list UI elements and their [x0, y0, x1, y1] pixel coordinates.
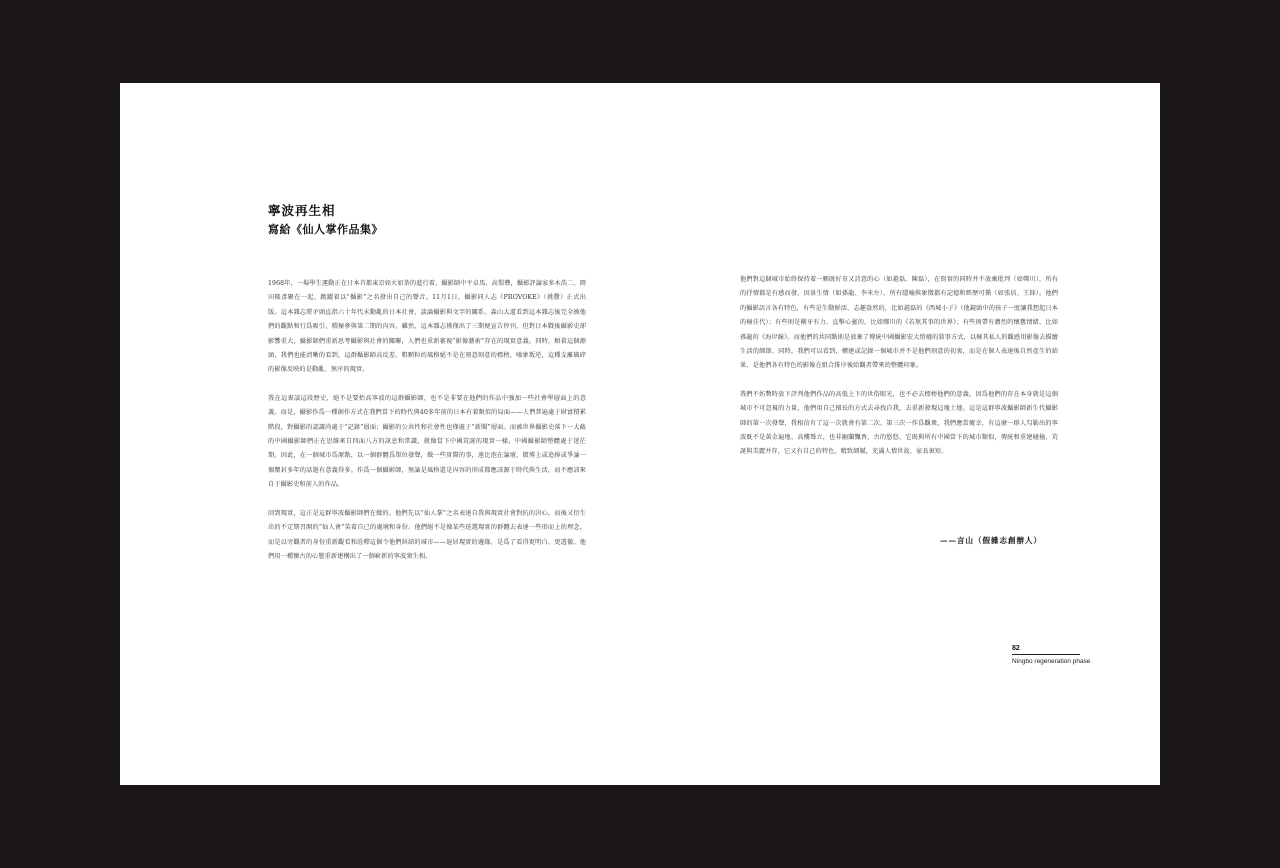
- article-subtitle: 寫給《仙人掌作品集》: [268, 223, 383, 236]
- author-signature: ——言山（假雜志創辦人）: [940, 536, 1042, 545]
- left-body-text: [268, 277, 586, 578]
- paragraph: 回到現實，這正是這群寧波攝影師們在做的。他們先以“仙人掌”之名表達自我與現實社會對抗的決心，而後又衍生出的不定期召開的“仙人會”笑着自己的處境和身份。他們絕不是像某些迭選現實的群體去表達一些形而上的理念，而是以旁觀者的身份重新觀看和詮釋這個令他們糾結的城市——退居現實的邊緣，是爲了看得更明白、更透徹。他們用一種懷古的心態重新建構出了一個嶄新的寧波衆生相。: [268, 509, 586, 560]
- paragraph: 我們不妨暫時放下評判他們作品的高低上下的世俗眼光，也不必去標榜他們的意義。因爲他們的存在本身就是這個城市不可忽視的力量，他們用自己擅長的方式去尋找自我，去重新發現這塊土地。這是這群寧波攝影師新生代攝影師的第一次發聲，我相信有了這一次就會有第二次、第三次一作爲觀衆，我們應當慶幸，有這麼一群人勾勒出的寧波既不是黃金遍地、高樓聳立，也非幽蘭飄香、古的悠悠，它既與所有中國當下的城市類似，傳統和重建碰撞，荒誕與美麗并存，它又有自己的特色，精致細膩，充滿人情世故、家長裏短。: [740, 390, 1058, 456]
- paragraph: 1968年，一場學生運動正在日本首都東京如火如荼的進行着，攝影師中平卓馬、高梨豐，攝影評論家多木浩二、岡田隆彥聚在一起，跳躍着以“攝影”之名發出自己的聲音。11月1日，攝影同人志《PROVOKE》（挑釁）正式出版。這本雜志將矛頭直指六十年代末動亂的日本社會，談論攝影與文字的關系。森山大道看到這本雜志後完全被他們的觀點和行爲吸引，積極參與第二期的內容。雖然，這本雜志僅僅出了三期便宣告停刊，但對日本戰後攝影史卻影響重大，攝影師們重新思考攝影與社會的關聯，人們也重新審視“影像藝術”存在的現實意義。同時，順着這個源頭，我們也能清晰的看到，這群攝影師高反差、粗顆粒的風格絕不是在刻意刻意的標榜，噪象叛逆，這種支離破碎的影像反映的是動亂、無序的現實。: [268, 280, 586, 374]
- article-title: 寧波再生相: [268, 203, 336, 218]
- page-folio: [1012, 645, 1092, 667]
- right-page: [640, 83, 1160, 785]
- paragraph: 我在這裏談這段歷史，絕不是要抬高寧波的這群攝影師，也不是非要在他們的作品中強加一些社會學層面上的意義。而是，攝影作爲一種創作方式在我們當下的時代與40多年前的日本有着類似的局面——人們普遍處于財富積累階段，對攝影的認識尚處于“記錄”層面；攝影的公共性和社會性也僅處于“新聞”層面。而被世界攝影史落下一大截的中國攝影師們正在思維來自四面八方的訊息和常識，就像當下中國荒誕的現實一樣，中國攝影師整體處于迷茫期。因此，在一個城市爲原點，以一個群體爲單位發聲，做一些實際的事，遠比泡在論壇、微博上或追捧或爭論一個塵封多年的話題有意義得多。作爲一個攝影師，無論是風格還是內容的形成都應該源于時代與生活，而不應該來自于攝影史和前人的作品。: [268, 394, 586, 489]
- paragraph: 他們對這個城市始終保持着一顆既好奇又詩意的心（如趙磊、陳磊），在寫實的同時并不放棄批判（如鄭川），所有的抒情都是有感而發，因景生情（如孫龍、李米左），所有隱喻與象徵都有記憶和經歷可循（如張信、王鋒）。他們的攝影語言各有特色，有些是生動鮮活、志趣盎然的，比如趙磊的《西城小子》（他鏡頭中的孩子一度讓我想起日本的極佳代）；有些則是剛牙有力、直擊心靈的，比如鄭川的《若無其事的世界》；有些則帶有濃烈的懷舊情緒，比如孫龍的《海岸線》。而他們的共同點則是放棄了傳統中國攝影宏大悄噠的敘事方式，以極其私人的觀感用影像去描繪生活的細節。同時，我們可以看到，構建或記錄一個城市并不是他們刻意的初衷，而是在個人表達後自然產生的結果，是他們各有特色的影像在組合排序後給觀者帶來的整體印象。: [740, 276, 1058, 370]
- magazine-spread: [120, 83, 1160, 785]
- page-number: 82: [1012, 645, 1080, 655]
- right-body-text: [740, 273, 1058, 474]
- left-page: [120, 83, 640, 785]
- page-caption: Ningbo regeneration phase: [1012, 658, 1091, 665]
